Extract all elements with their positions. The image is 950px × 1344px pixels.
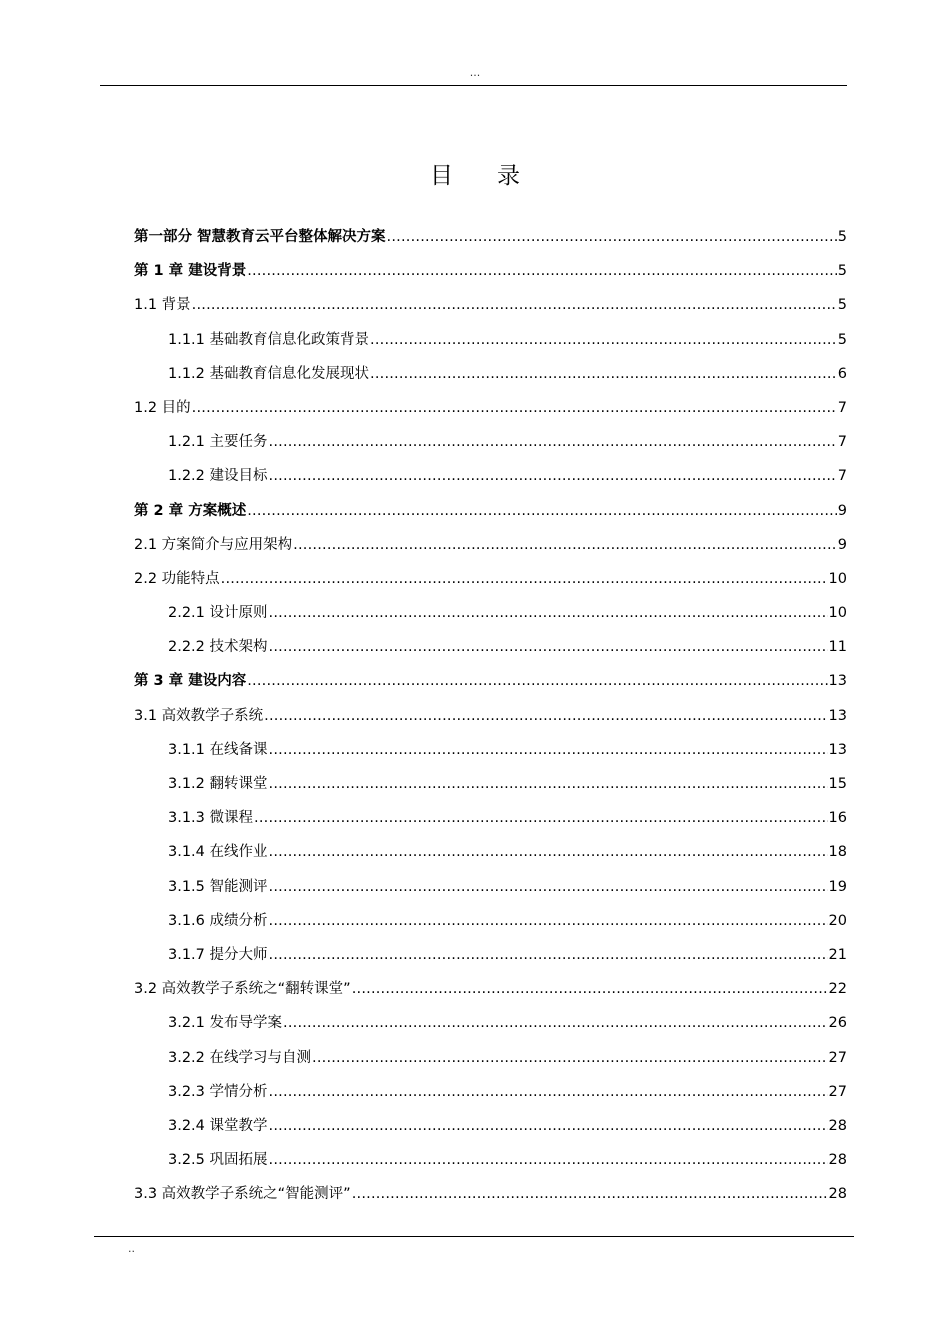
toc-dot-leader (192, 391, 837, 425)
toc-entry-page-number: 15 (828, 776, 847, 792)
toc-dot-leader (370, 323, 837, 357)
toc-entry[interactable] (134, 425, 847, 459)
toc-dot-leader (269, 870, 828, 904)
toc-entry-title: 3.2.1 发布导学案 (168, 1015, 283, 1032)
toc-entry-page-number: 13 (828, 741, 847, 758)
toc-entry[interactable] (134, 1177, 847, 1211)
toc-entry[interactable] (134, 1075, 847, 1109)
toc-entry-title: 2.2 功能特点 (134, 570, 220, 587)
toc-entry[interactable] (134, 528, 847, 562)
toc-entry-page-number: 5 (837, 297, 847, 314)
toc-dot-leader (247, 494, 837, 528)
toc-entry-title: 第 3 章 建设内容 (134, 673, 247, 690)
toc-dot-leader (269, 425, 837, 459)
toc-entry-title: 3.1.6 成绩分析 (168, 912, 268, 929)
toc-entry-page-number: 19 (828, 878, 847, 895)
toc-entry-page-number: 5 (837, 263, 847, 280)
toc-entry-page-number: 22 (828, 981, 847, 998)
toc-entry-title: 1.2.1 主要任务 (168, 434, 268, 451)
toc-dot-leader (264, 699, 827, 733)
toc-entry-page-number: 7 (837, 399, 847, 416)
toc-entry-title: 3.1.5 智能测评 (168, 878, 268, 895)
toc-entry[interactable] (134, 1109, 847, 1143)
toc-entry-title: 1.2.2 建设目标 (168, 468, 268, 485)
toc-entry-title: 第 2 章 方案概述 (134, 502, 247, 519)
toc-entry-title: 3.1.3 微课程 (168, 810, 254, 827)
toc-entry-page-number: 28 (828, 1186, 847, 1203)
toc-entry-page-number: 6 (837, 365, 847, 382)
toc-dot-leader (221, 562, 828, 596)
toc-dot-leader (293, 528, 837, 562)
header-mark: ... (469, 66, 481, 79)
toc-entry[interactable] (134, 835, 847, 869)
toc-entry[interactable] (134, 459, 847, 493)
toc-dot-leader (269, 630, 828, 664)
toc-entry-page-number: 5 (837, 229, 847, 245)
toc-entry-title: 3.1.7 提分大师 (168, 946, 268, 963)
toc-entry[interactable] (134, 596, 847, 630)
toc-entry[interactable] (134, 220, 847, 254)
toc-entry[interactable] (134, 904, 847, 938)
toc-entry[interactable] (134, 1143, 847, 1177)
toc-entry[interactable] (134, 288, 847, 322)
toc-entry[interactable] (134, 1041, 847, 1075)
toc-entry-title: 3.1.1 在线备课 (168, 741, 268, 758)
toc-title: 目录 (430, 163, 564, 189)
footer-mark: .. (128, 1242, 135, 1255)
toc-entry-title: 1.1.2 基础教育信息化发展现状 (168, 365, 370, 382)
toc-entry[interactable] (134, 391, 847, 425)
toc-entry[interactable] (134, 699, 847, 733)
toc-entry-page-number: 28 (828, 1117, 847, 1134)
toc-dot-leader (269, 767, 828, 801)
toc-dot-leader (269, 1109, 828, 1143)
toc-entry[interactable] (134, 494, 847, 528)
toc-entry-page-number: 26 (828, 1015, 847, 1032)
toc-entry[interactable] (134, 254, 847, 288)
toc-entry-page-number: 11 (828, 639, 847, 656)
toc-entry-title: 3.2.3 学情分析 (168, 1083, 268, 1100)
toc-entry-page-number: 10 (828, 570, 847, 587)
toc-entry-title: 2.2.1 设计原则 (168, 605, 268, 622)
toc-entry-title: 第 1 章 建设背景 (134, 263, 247, 280)
toc-dot-leader (247, 254, 837, 288)
toc-entry-page-number: 9 (837, 536, 847, 553)
toc-entry[interactable] (134, 938, 847, 972)
toc-entry-page-number: 27 (828, 1083, 847, 1100)
toc-entry-title: 3.1 高效教学子系统 (134, 707, 264, 724)
toc-entry-page-number: 16 (828, 810, 847, 827)
toc-entry-title: 1.1 背景 (134, 297, 191, 314)
toc-dot-leader (247, 664, 827, 698)
toc-entry-page-number: 10 (828, 605, 847, 622)
toc-entry-page-number: 7 (837, 468, 847, 485)
header-rule (100, 85, 847, 86)
toc-dot-leader (352, 1177, 828, 1211)
toc-entry-title: 1.1.1 基础教育信息化政策背景 (168, 331, 370, 348)
toc-entry-page-number: 13 (828, 707, 847, 724)
toc-entry[interactable] (134, 562, 847, 596)
toc-entry-title: 3.2.4 课堂教学 (168, 1117, 268, 1134)
toc-entry-title: 1.2 目的 (134, 399, 191, 416)
toc-dot-leader (269, 733, 828, 767)
toc-entry[interactable] (134, 801, 847, 835)
toc-dot-leader (370, 357, 837, 391)
toc-dot-leader (192, 288, 837, 322)
toc-entry-title: 3.2 高效教学子系统之“翻转课堂” (134, 981, 351, 998)
toc-dot-leader (254, 801, 828, 835)
toc-entry-title: 3.1.4 在线作业 (168, 844, 268, 861)
toc-entry[interactable] (134, 870, 847, 904)
toc-entry-title: 3.1.2 翻转课堂 (168, 776, 268, 792)
toc-entry-title: 3.3 高效教学子系统之“智能测评” (134, 1186, 351, 1203)
toc-entry-page-number: 27 (828, 1049, 847, 1066)
table-of-contents (134, 220, 847, 1211)
toc-dot-leader (269, 938, 828, 972)
toc-entry[interactable] (134, 733, 847, 767)
toc-dot-leader (269, 1075, 828, 1109)
toc-dot-leader (269, 1143, 828, 1177)
toc-entry-page-number: 18 (828, 844, 847, 861)
toc-dot-leader (269, 904, 828, 938)
toc-entry-page-number: 7 (837, 434, 847, 451)
toc-entry-title: 3.2.2 在线学习与自测 (168, 1049, 312, 1066)
toc-dot-leader (387, 220, 837, 254)
footer-rule (94, 1236, 854, 1237)
toc-entry-page-number: 28 (828, 1152, 847, 1169)
toc-dot-leader (269, 596, 828, 630)
toc-entry-page-number: 13 (828, 673, 847, 690)
toc-dot-leader (312, 1041, 828, 1075)
toc-entry-title: 2.1 方案简介与应用架构 (134, 536, 293, 553)
toc-dot-leader (269, 835, 828, 869)
toc-dot-leader (352, 972, 828, 1006)
toc-entry[interactable] (134, 664, 847, 698)
toc-entry-title: 3.2.5 巩固拓展 (168, 1152, 268, 1169)
toc-entry-page-number: 5 (837, 331, 847, 348)
toc-dot-leader (283, 1006, 828, 1040)
toc-entry-title: 第一部分 智慧教育云平台整体解决方案 (134, 229, 386, 245)
toc-entry[interactable] (134, 357, 847, 391)
toc-entry[interactable] (134, 767, 847, 801)
toc-entry-page-number: 20 (828, 912, 847, 929)
toc-entry-title: 2.2.2 技术架构 (168, 639, 268, 656)
toc-entry-page-number: 21 (828, 946, 847, 963)
toc-dot-leader (269, 459, 837, 493)
toc-entry[interactable] (134, 323, 847, 357)
toc-entry[interactable] (134, 1006, 847, 1040)
toc-entry[interactable] (134, 972, 847, 1006)
toc-entry-page-number: 9 (837, 502, 847, 519)
toc-entry[interactable] (134, 630, 847, 664)
